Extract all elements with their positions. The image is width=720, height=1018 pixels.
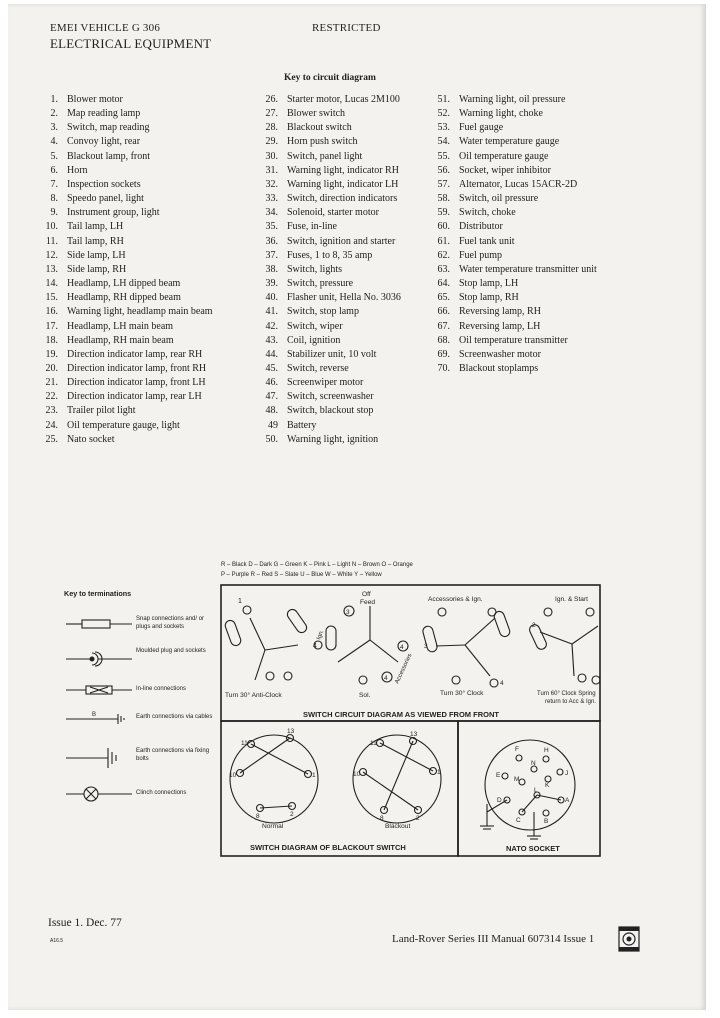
snap-connection-symbol [66, 620, 132, 628]
key-item-number: 64. [437, 278, 450, 290]
key-item-number: 59. [437, 207, 450, 219]
key-item-number: 34. [265, 207, 278, 219]
key-item-label: Warning light, headlamp main beam [67, 306, 213, 318]
moulded-plug-label: Moulded plug and sockets [136, 648, 206, 654]
key-item-label: Blackout lamp, front [67, 150, 151, 162]
key-item-label: Direction indicator lamp, front RH [67, 362, 207, 374]
key-item-number: 13. [45, 263, 58, 275]
key-item-number: 10. [45, 221, 58, 233]
key-item-label: Reversing lamp, RH [459, 306, 541, 318]
key-item-label: Direction indicator lamp, front LH [67, 377, 206, 389]
key-item-number: 55. [437, 150, 450, 162]
colour-code-line-2: P – Purple R – Red S – Slate U – Blue W – White Y – Yellow [221, 572, 382, 578]
nato-pin-label: D [497, 797, 502, 804]
key-item-label: Blower motor [67, 94, 123, 105]
switch-pin-label: 4 [313, 643, 317, 650]
ign-label: Ign. [316, 629, 326, 641]
key-item-label: Reversing lamp, LH [459, 320, 541, 332]
key-item-number: 69. [437, 348, 450, 360]
key-item-label: Blackout switch [287, 122, 352, 134]
key-item-label: Fuel pump [459, 249, 503, 261]
key-item-number: 68. [437, 334, 450, 346]
feed-label: Feed [360, 599, 376, 606]
nato-pin-label: L [534, 787, 538, 794]
key-item-label: Solenoid, starter motor [287, 207, 379, 219]
sol-label: Sol. [359, 692, 371, 699]
key-item-label: Fuse, in-line [287, 221, 337, 233]
key-item-number: 39. [265, 278, 278, 290]
key-item-label: Instrument group, light [67, 207, 160, 219]
key-item-label: Starter motor, Lucas 2M100 [287, 94, 400, 105]
key-item-number: 24. [45, 419, 58, 431]
key-item-number: 14. [45, 278, 58, 290]
key-item-number: 60. [437, 221, 450, 233]
key-item-label: Battery [287, 419, 317, 431]
key-item-label: Horn push switch [287, 136, 358, 148]
key-item-label: Direction indicator lamp, rear LH [67, 391, 202, 403]
key-item-label: Stop lamp, LH [459, 278, 519, 290]
key-item-label: Nato socket [67, 433, 115, 445]
key-item-number: 25. [45, 433, 58, 445]
key-item-label: Map reading lamp [67, 108, 141, 120]
key-item-label: Switch, panel light [287, 150, 363, 162]
key-item-label: Switch, choke [459, 207, 516, 219]
switch-pin-label: 4 [500, 680, 504, 687]
key-item-label: Tail lamp, RH [67, 235, 124, 247]
key-item-number: 31. [265, 164, 278, 176]
key-item-number: 48. [265, 405, 278, 417]
manual-reference: Land-Rover Series III Manual 607314 Issue 1 [392, 933, 595, 945]
nato-pin-label: K [545, 782, 550, 789]
key-item-label: Switch, blackout stop [287, 405, 374, 417]
key-item-label: Blower switch [287, 108, 346, 120]
key-item-label: Water temperature transmitter unit [459, 263, 597, 275]
key-item-number: 38. [265, 263, 278, 275]
blackout-switch-blackout [353, 735, 441, 823]
land-rover-logo-icon [618, 926, 640, 952]
key-item-label: Headlamp, RH main beam [67, 334, 174, 346]
key-item-label: Speedo panel, light [67, 193, 144, 205]
blackout-pin-label: 10 [353, 771, 361, 778]
accessories-label: Accessories [394, 652, 414, 685]
key-item-number: 44. [265, 348, 278, 360]
key-item-label: Switch, direction indicators [287, 193, 398, 205]
switch-circuit-title: SWITCH CIRCUIT DIAGRAM AS VIEWED FROM FRONT [303, 710, 499, 719]
moulded-plug-symbol [66, 652, 132, 666]
key-item-number: 50. [265, 433, 278, 445]
key-item-label: Fuses, 1 to 8, 35 amp [287, 249, 373, 261]
key-item-label: Switch, oil pressure [459, 193, 539, 205]
blackout-pin-label: 8 [256, 813, 260, 820]
vehicle-code: EMEI VEHICLE G 306 [50, 22, 161, 34]
normal-label: Normal [262, 823, 284, 830]
turn-anti-clock-label: Turn 30° Anti-Clock [225, 692, 282, 699]
nato-pin-label: C [516, 817, 521, 824]
key-item-label: Switch, ignition and starter [287, 235, 396, 247]
acc-ign-label: Accessories & Ign. [428, 596, 483, 603]
key-item-number: 53. [437, 122, 450, 134]
key-item-number: 46. [265, 377, 278, 389]
key-item-number: 12. [45, 249, 58, 261]
key-item-number: 4. [50, 136, 58, 148]
switch-pin-label: 3 [424, 643, 428, 650]
off-label: Off [362, 591, 371, 598]
blackout-pin-label: 1 [437, 769, 441, 776]
key-item-label: Side lamp, RH [67, 263, 127, 275]
key-item-number: 7. [50, 178, 58, 190]
key-item-number: 51. [437, 94, 450, 105]
key-item-label: Trailer pilot light [67, 405, 136, 417]
key-item-number: 30. [265, 150, 278, 162]
key-item-label: Screenwiper motor [287, 377, 364, 389]
key-item-number: 15. [45, 292, 58, 304]
turn-clock-label: Turn 30° Clock [440, 690, 484, 697]
key-item-number: 36. [265, 235, 278, 247]
key-item-number: 27. [265, 108, 278, 120]
key-item-label: Side lamp, LH [67, 249, 126, 261]
switch-pin-label: 4 [384, 675, 388, 682]
key-item-number: 62. [437, 249, 450, 261]
snap-connection-label: Snap connections and/ or plugs and sockets [136, 616, 205, 630]
key-item-label: Switch, reverse [287, 362, 349, 374]
colour-code-line-1: R – Black D – Dark G – Green K – Pink L – Light N – Brown O – Orange [221, 562, 413, 568]
key-item-label: Direction indicator lamp, rear RH [67, 348, 203, 360]
clinch-connection-label: Clinch connections [136, 790, 187, 796]
key-item-label: Alternator, Lucas 15ACR-2D [459, 178, 578, 190]
key-item-number: 42. [265, 320, 278, 332]
key-item-number: 29. [265, 136, 278, 148]
nato-pin-label: F [515, 746, 519, 753]
section-title: ELECTRICAL EQUIPMENT [50, 36, 212, 51]
switch-position-acc-ign [422, 608, 511, 687]
key-item-number: 11. [45, 235, 58, 247]
blackout-pin-label: 13 [287, 728, 295, 735]
key-item-label: Blackout stoplamps [459, 362, 539, 374]
nato-pin-label: N [531, 760, 536, 767]
nato-pin-label: J [565, 770, 569, 777]
key-item-label: Tail lamp, LH [67, 221, 124, 233]
key-item-label: Headlamp, RH dipped beam [67, 292, 181, 304]
key-item-number: 21. [45, 377, 58, 389]
key-item-number: 67. [437, 320, 450, 332]
key-item-label: Stabilizer unit, 10 volt [287, 348, 377, 360]
earth-b-label: B [92, 712, 97, 718]
key-item-label: Oil temperature gauge [459, 150, 549, 162]
key-item-label: Switch, lights [287, 263, 343, 275]
key-item-number: 5. [50, 150, 58, 162]
key-item-number: 23. [45, 405, 58, 417]
key-item-label: Warning light, indicator RH [287, 164, 399, 176]
ign-start-label: Ign. & Start [555, 596, 588, 603]
issue-date: Issue 1. Dec. 77 [48, 917, 122, 929]
switch-position-anti-clock [224, 606, 322, 680]
key-item-number: 1. [50, 94, 58, 105]
key-item-number: 66. [437, 306, 450, 318]
key-item-number: 56. [437, 164, 450, 176]
key-item-number: 17. [45, 320, 58, 332]
key-item-number: 43. [265, 334, 278, 346]
blackout-pin-label: 10 [229, 772, 237, 779]
nato-pin-label: E [496, 772, 501, 779]
key-item-number: 57. [437, 178, 450, 190]
blackout-pin-label: 2 [416, 815, 420, 822]
earth-bolts-symbol [66, 748, 116, 768]
key-item-label: Convoy light, rear [67, 136, 141, 148]
blackout-switch-title: SWITCH DIAGRAM OF BLACKOUT SWITCH [250, 843, 406, 852]
key-item-number: 22. [45, 391, 58, 403]
key-item-label: Fuel tank unit [459, 235, 515, 247]
key-item-number: 49 [268, 419, 278, 431]
earth-cables-label: Earth connections via cables [136, 714, 213, 720]
inline-connection-symbol [66, 686, 132, 694]
switch-circuit-frame [221, 585, 600, 721]
key-item-number: 40. [265, 292, 278, 304]
key-item-label: Flasher unit, Hella No. 3036 [287, 292, 401, 304]
key-item-label: Socket, wiper inhibitor [459, 164, 551, 176]
key-item-number: 3. [50, 122, 58, 134]
key-item-number: 26. [265, 94, 278, 105]
key-item-number: 70. [437, 362, 450, 374]
key-item-label: Headlamp, LH main beam [67, 320, 174, 332]
blackout-switch-frame [221, 721, 458, 856]
clinch-connection-symbol [66, 787, 132, 801]
blackout-pin-label: 11 [370, 740, 377, 747]
blackout-pin-label: 11 [241, 740, 248, 747]
key-item-number: 47. [265, 391, 278, 403]
key-item-number: 2. [50, 108, 58, 120]
blackout-pin-label: 8 [380, 815, 384, 822]
key-item-number: 45. [265, 362, 278, 374]
switch-pin-label: 1 [238, 598, 242, 605]
key-item-label: Screenwasher motor [459, 348, 541, 360]
key-item-number: 33. [265, 193, 278, 205]
key-item-number: 37. [265, 249, 278, 261]
key-item-number: 41. [265, 306, 278, 318]
key-item-number: 6. [50, 164, 58, 176]
key-item-number: 18. [45, 334, 58, 346]
switch-pin-label: 4 [400, 644, 404, 651]
key-item-number: 65. [437, 292, 450, 304]
key-item-number: 20. [45, 362, 58, 374]
key-item-label: Warning light, ignition [287, 433, 379, 445]
switch-position-off [326, 606, 408, 684]
restricted-marking: RESTRICTED [312, 22, 381, 34]
terminations-title: Key to terminations [64, 589, 132, 598]
earth-bolts-label: Earth connections via fixing bolts [136, 748, 210, 762]
key-item-number: 35. [265, 221, 278, 233]
nato-socket-title: NATO SOCKET [506, 844, 560, 853]
key-item-label: Warning light, indicator LH [287, 178, 399, 190]
key-item-label: Oil temperature gauge, light [67, 419, 180, 431]
nato-pin-label: H [544, 747, 549, 754]
blackout-switch-normal [230, 735, 318, 824]
blackout-pin-label: 2 [290, 811, 294, 818]
key-item-label: Switch, wiper [287, 320, 343, 332]
key-item-number: 9. [50, 207, 58, 219]
key-item-number: 28. [265, 122, 278, 134]
nato-pin-label: B [544, 818, 549, 825]
nato-pin-label: M [514, 776, 520, 783]
switch-position-ign-start [528, 608, 600, 684]
nato-pin-label: A [565, 797, 570, 804]
key-item-number: 63. [437, 263, 450, 275]
key-item-number: 54. [437, 136, 450, 148]
key-item-number: 32. [265, 178, 278, 190]
key-item-label: Water temperature gauge [459, 136, 560, 148]
key-item-label: Stop lamp, RH [459, 292, 519, 304]
key-item-label: Headlamp, LH dipped beam [67, 278, 181, 290]
key-item-label: Coil, ignition [287, 334, 341, 346]
key-item-number: 16. [45, 306, 58, 318]
key-item-label: Oil temperature transmitter [459, 334, 568, 346]
key-title: Key to circuit diagram [284, 73, 376, 83]
key-item-label: Fuel gauge [459, 122, 504, 134]
key-item-label: Warning light, oil pressure [459, 94, 566, 105]
key-item-label: Switch, stop lamp [287, 306, 359, 318]
key-item-number: 52. [437, 108, 450, 120]
key-item-label: Horn [67, 164, 88, 176]
key-item-number: 8. [50, 193, 58, 205]
inline-connection-label: In-line connections [136, 686, 187, 692]
switch-pin-label: 3 [346, 609, 350, 616]
key-item-label: Switch, screenwasher [287, 391, 374, 403]
key-item-label: Switch, pressure [287, 278, 354, 290]
nato-socket-diagram [480, 740, 575, 839]
blackout-pin-label: 1 [312, 772, 316, 779]
blackout-label: Blackout [385, 823, 411, 830]
switch-pin-label: 2 [532, 622, 536, 629]
page-code: A16.5 [50, 938, 64, 944]
blackout-pin-label: 13 [410, 731, 418, 738]
key-item-number: 61. [437, 235, 450, 247]
turn-60-label: Turn 60° Clock Spring [537, 691, 596, 697]
key-item-number: 58. [437, 193, 450, 205]
key-item-number: 19. [45, 348, 58, 360]
turn-60-return-label: return to Acc & Ign. [545, 699, 597, 705]
key-item-label: Switch, map reading [67, 122, 150, 134]
key-item-label: Distributor [459, 221, 503, 233]
key-item-label: Inspection sockets [67, 178, 141, 190]
key-item-label: Warning light, choke [459, 108, 543, 120]
